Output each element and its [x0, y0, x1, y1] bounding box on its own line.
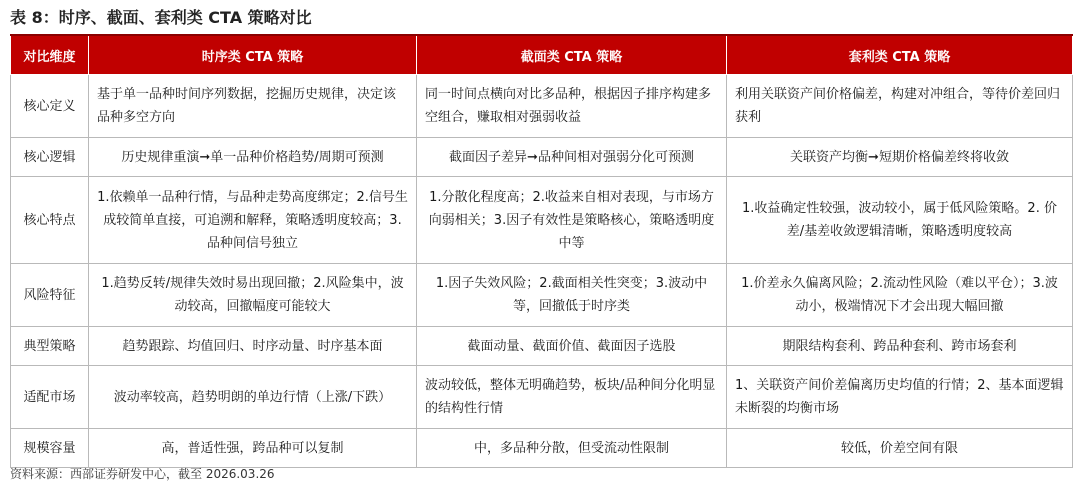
cross-section-cell: 波动较低，整体无明确趋势，板块/品种间分化明显的结构性行情: [417, 366, 727, 429]
table-row: [11, 264, 1073, 327]
source-note: 资料来源：西部证券研发中心，截至 2026.03.26: [10, 467, 275, 481]
table-row: [11, 366, 1073, 429]
time-series-cell: 1.依赖单一品种行情，与品种走势高度绑定；2.信号生成较简单直接，可追溯和解释，策略透明度较高；3. 品种间信号独立: [89, 177, 417, 264]
cross-section-cell: 中，多品种分散，但受流动性限制: [417, 429, 727, 468]
time-series-cell: 高，普适性强，跨品种可以复制: [89, 429, 417, 468]
row-dimension-cell: 适配市场: [11, 366, 89, 429]
cross-section-cell: 同一时间点横向对比多品种，根据因子排序构建多空组合，赚取相对强弱收益: [417, 75, 727, 138]
table-row: [11, 327, 1073, 366]
row-dimension-cell: 风险特征: [11, 264, 89, 327]
row-dimension-cell: 典型策略: [11, 327, 89, 366]
header-row: [11, 35, 1073, 75]
table-row: [11, 429, 1073, 468]
row-dimension-cell: 核心逻辑: [11, 138, 89, 177]
time-series-cell: 历史规律重演➞单一品种价格趋势/周期可预测: [89, 138, 417, 177]
header-cross-section: 截面类 CTA 策略: [417, 35, 727, 75]
time-series-cell: 基于单一品种时间序列数据，挖掘历史规律，决定该品种多空方向: [89, 75, 417, 138]
arbitrage-cell: 1.价差永久偏离风险；2.流动性风险（难以平仓）；3.波动小，极端情况下才会出现大幅回撤: [727, 264, 1073, 327]
table-caption: 表 8：时序、截面、套利类 CTA 策略对比: [10, 8, 312, 27]
arbitrage-cell: 1、关联资产间价差偏离历史均值的行情；2、基本面逻辑未断裂的均衡市场: [727, 366, 1073, 429]
table-row: [11, 138, 1073, 177]
arbitrage-cell: 关联资产均衡➞短期价格偏差终将收敛: [727, 138, 1073, 177]
arbitrage-cell: 利用关联资产间价格偏差，构建对冲组合，等待价差回归获利: [727, 75, 1073, 138]
time-series-cell: 1.趋势反转/规律失效时易出现回撤；2.风险集中，波动较高，回撤幅度可能较大: [89, 264, 417, 327]
arbitrage-cell: 较低，价差空间有限: [727, 429, 1073, 468]
cross-section-cell: 1.因子失效风险；2.截面相关性突变；3.波动中等，回撤低于时序类: [417, 264, 727, 327]
header-dimension: 对比维度: [11, 35, 89, 75]
table-row: [11, 177, 1073, 264]
time-series-cell: 波动率较高，趋势明朗的单边行情（上涨/下跌）: [89, 366, 417, 429]
comparison-table-wrap: [10, 34, 1072, 468]
arbitrage-cell: 期限结构套利、跨品种套利、跨市场套利: [727, 327, 1073, 366]
cross-section-cell: 1.分散化程度高；2.收益来自相对表现，与市场方向弱相关；3.因子有效性是策略核心，策略透明度中等: [417, 177, 727, 264]
cross-section-cell: 截面因子差异➞品种间相对强弱分化可预测: [417, 138, 727, 177]
header-arbitrage: 套利类 CTA 策略: [727, 35, 1073, 75]
row-dimension-cell: 核心特点: [11, 177, 89, 264]
row-dimension-cell: 规模容量: [11, 429, 89, 468]
table-row: [11, 75, 1073, 138]
arbitrage-cell: 1.收益确定性较强，波动较小，属于低风险策略。2. 价差/基差收敛逻辑清晰，策略透明度较高: [727, 177, 1073, 264]
header-time-series: 时序类 CTA 策略: [89, 35, 417, 75]
cross-section-cell: 截面动量、截面价值、截面因子选股: [417, 327, 727, 366]
row-dimension-cell: 核心定义: [11, 75, 89, 138]
time-series-cell: 趋势跟踪、均值回归、时序动量、时序基本面: [89, 327, 417, 366]
comparison-table: [10, 34, 1073, 468]
